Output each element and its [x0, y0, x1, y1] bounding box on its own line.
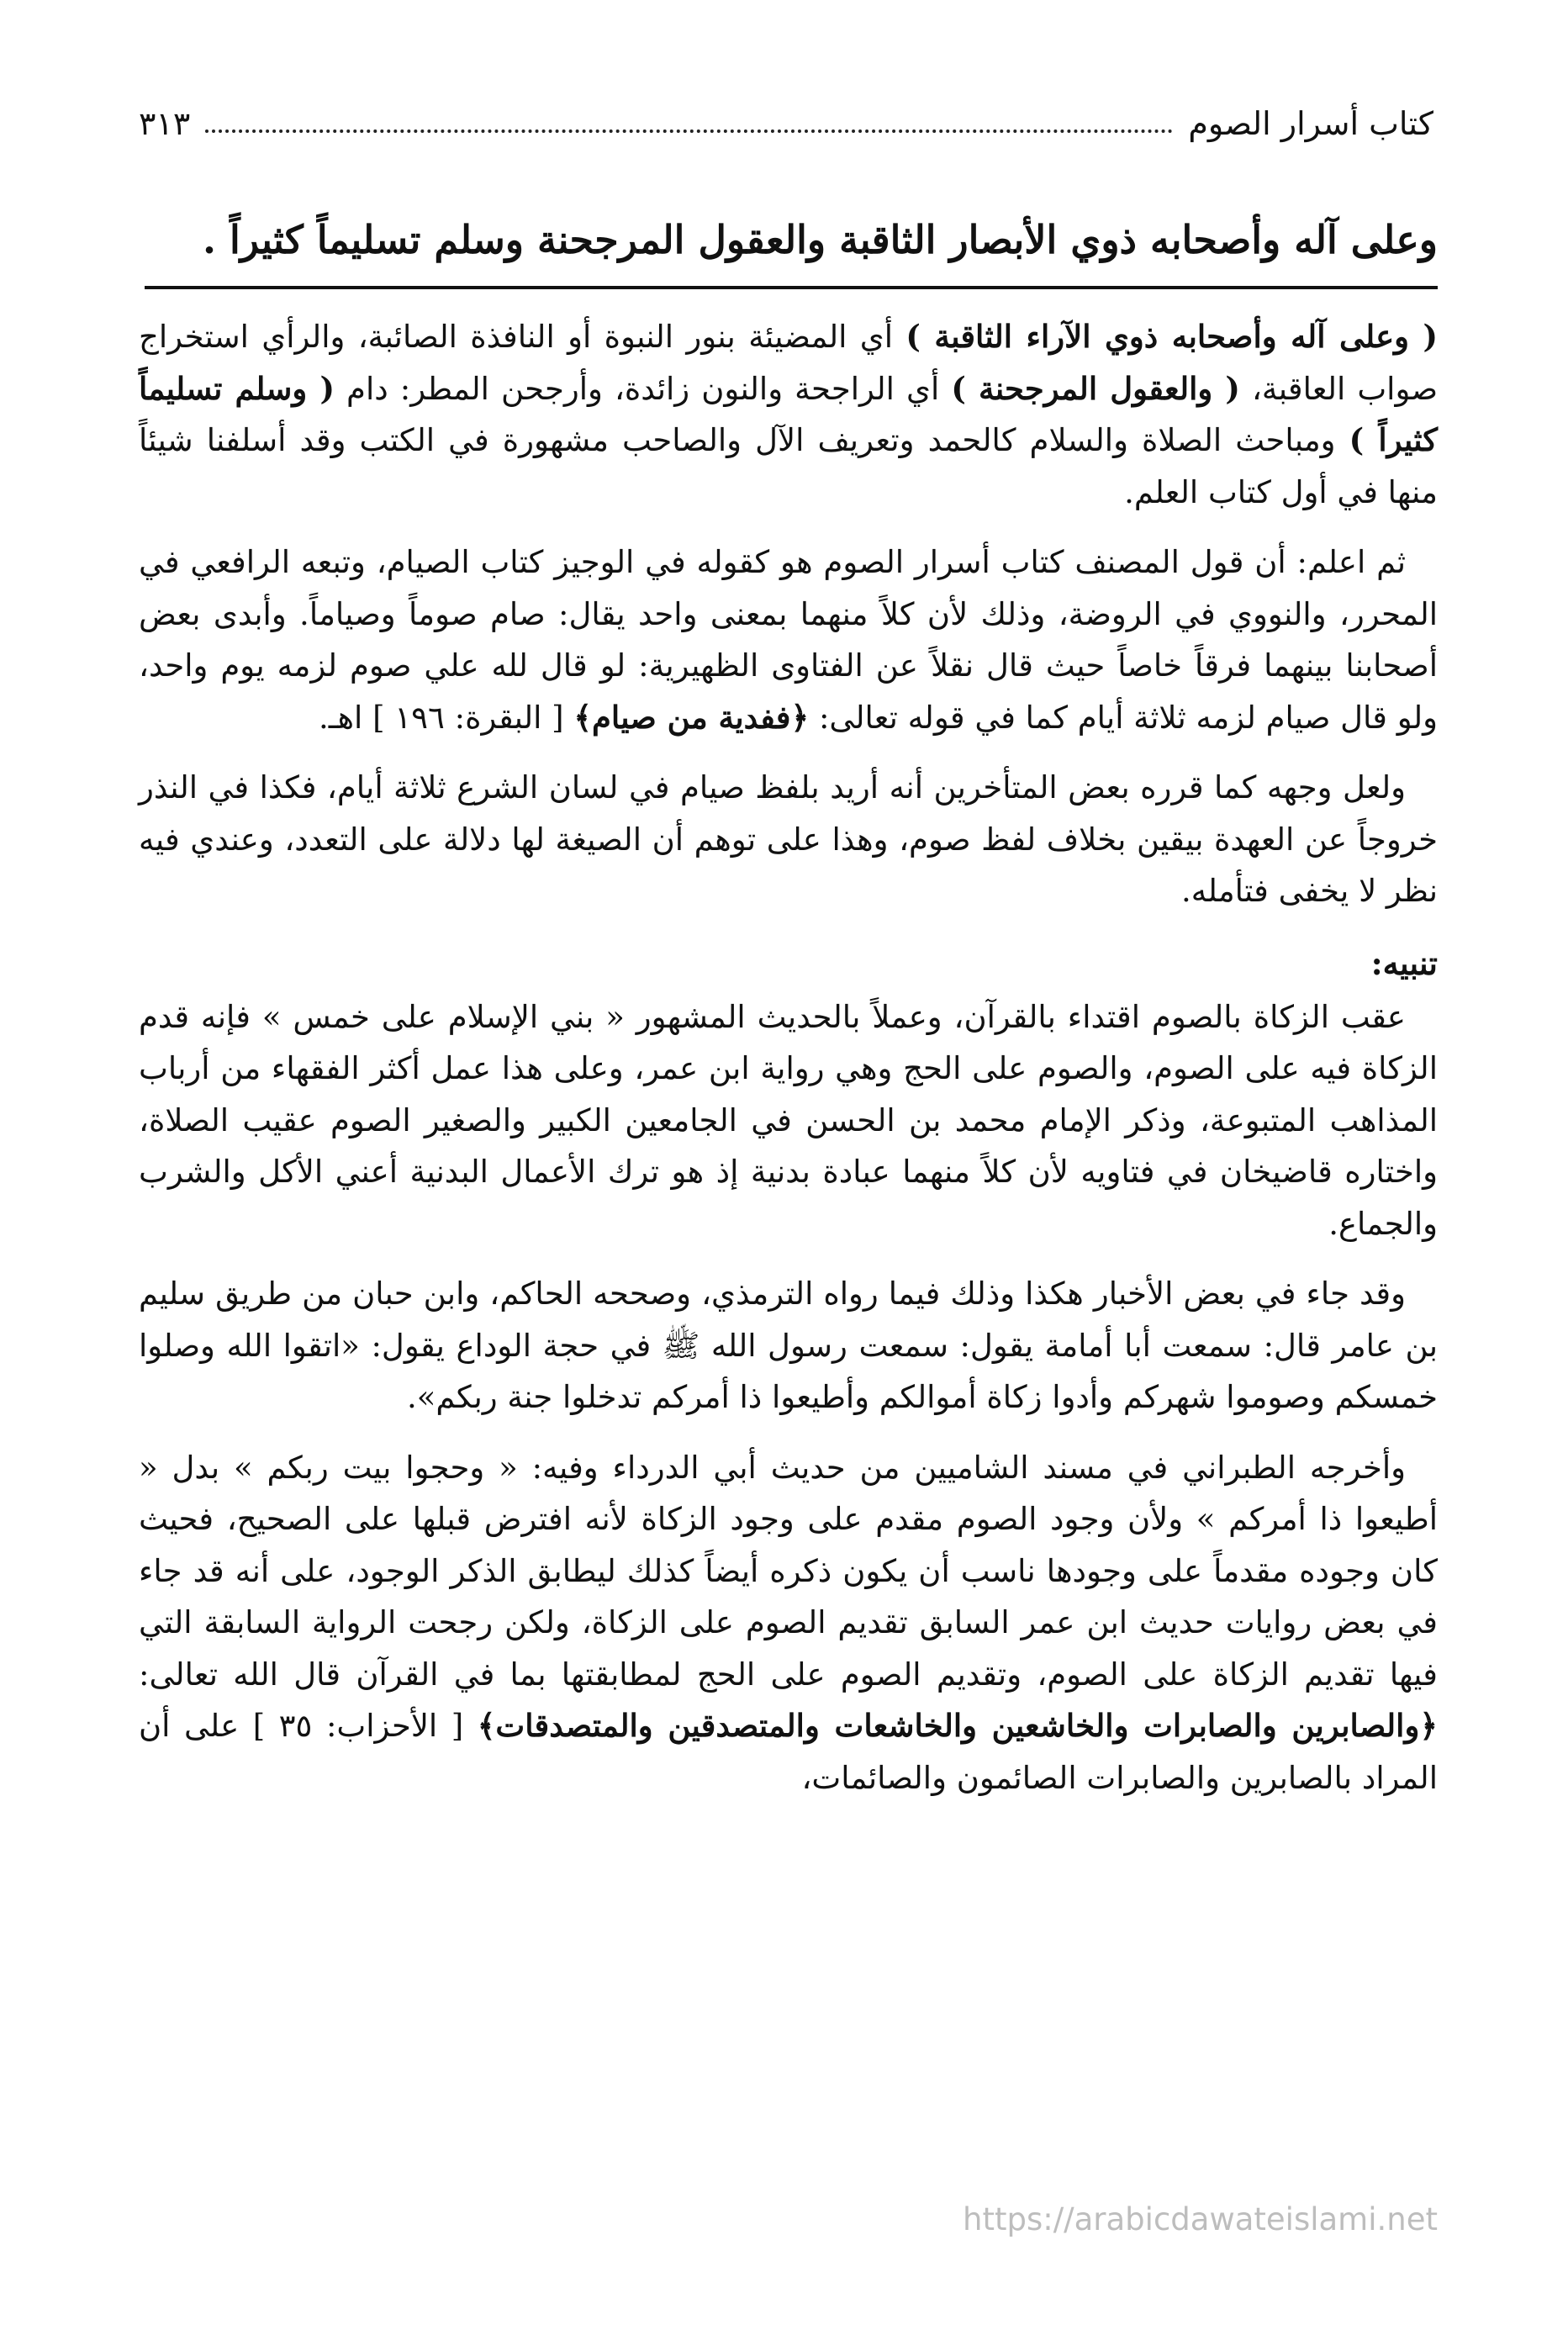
- commentary-text: وأخرجه الطبراني في مسند الشاميين من حديث أبي الدرداء وفيه: « وحجوا بيت ربكم » بدل « أطيعوا ذا أمركم » ولأن وجود الصوم مقدم على وجود الزكاة لأنه افترض قبلها على الصحيح، فحيث كان وجوده مقدماً على وجودها ناسب أن يكون ذكره أيضاً كذلك ليطابق الذكر الوجود، على أنه قد جاء في بعض روايات حديث ابن عمر السابق تقديم الصوم على الزكاة، ولكن رجحت الرواية السابقة التي فيها تقديم الزكاة على الصوم، وتقديم الصوم على الحج لمطابقتها بما في القرآن قال الله تعالى:: [139, 1449, 1438, 1693]
- commentary-paragraph-1: [139, 311, 1438, 518]
- quran-verse: ﴿ففدية من صيام﴾: [573, 698, 810, 736]
- commentary-text: أي المضيئة بنور النبوة أو النافذة الصائبة، والرأي استخراج صواب العاقبة،: [139, 319, 1438, 407]
- commentary-paragraph-5: وقد جاء في بعض الأخبار هكذا وذلك فيما رواه الترمذي، وصححه الحاكم، وابن حبان من طريق سليم بن عامر قال: سمعت أبا أمامة يقول: سمعت رسول الله ﷺ في حجة الوداع يقول: «اتقوا الله وصلوا خمسكم وصوموا شهركم وأدوا زكاة أموالكم وأطيعوا ذا أمركم تدخلوا جنة ربكم».: [139, 1276, 1438, 1415]
- quoted-matn-phrase: ( والعقول المرجحنة ): [951, 369, 1240, 407]
- commentary-paragraph-4: عقب الزكاة بالصوم اقتداء بالقرآن، وعملاً بالحديث المشهور « بني الإسلام على خمس » فإنه قدم الزكاة فيه على الصوم، والصوم على الحج وهي رواية ابن عمر، وعلى هذا عمل أكثر الفقهاء من أرباب المذاهب المتبوعة، وذكر الإمام محمد بن الحسن في الجامعين الكبير والصغير الصوم عقيب الصلاة، واختاره قاضيخان في فتاويه لأن كلاً منهما عبادة بدنية إذ هو ترك الأعمال البدنية أعني الأكل والشرب والجماع.: [139, 998, 1438, 1242]
- header-leader-dots: [205, 114, 1173, 133]
- commentary-body: [139, 311, 1438, 1822]
- section-heading: تنبيه:: [1370, 943, 1438, 982]
- commentary-paragraph-2: [139, 536, 1438, 743]
- separator-rule: [145, 286, 1438, 289]
- commentary-text: أي الراجحة والنون زائدة، وأرجحن المطر: دام: [334, 370, 952, 407]
- commentary-paragraph-3: ولعل وجهه كما قرره بعض المتأخرين أنه أريد بلفظ صيام في لسان الشرع ثلاثة أيام، فكذا في النذر خروجاً عن العهدة بيقين بخلاف لفظ صوم، وهذا على توهم أن الصيغة لها دلالة على التعدد، وعندي فيه نظر لا يخفى فتأمله.: [139, 769, 1438, 909]
- commentary-text: [ الأحزاب: ٣٥ ] على أن المراد بالصابرين والصابرات الصائمون والصائمات،: [139, 1708, 1438, 1796]
- commentary-text: ثم اعلم: أن قول المصنف كتاب أسرار الصوم هو كقوله في الوجيز كتاب الصيام، وتبعه الرافعي في المحرر، والنووي في الروضة، وذلك لأن كلاً منهما بمعنى واحد يقال: صام صوماً وصياماً. وأبدى بعض أصحابنا بينهما فرقاً خاصاً حيث قال نقلاً عن الفتاوى الظهيرية: لو قال لله علي صوم لزمه يوم واحد، ولو قال صيام لزمه ثلاثة أيام كما في قوله تعالى:: [139, 544, 1438, 736]
- quoted-matn-phrase: ( وعلى آله وأصحابه ذوي الآراء الثاقبة ): [905, 318, 1439, 355]
- running-header: [139, 94, 1433, 153]
- commentary-text: [ البقرة: ١٩٦ ] اهـ.: [318, 699, 574, 736]
- quoted-matn-phrase: ( وسلم تسليماً كثيراً ): [139, 369, 1438, 458]
- page-number: ٣١٣: [139, 105, 191, 142]
- quran-verse: ﴿والصابرين والصابرات والخاشعين والخاشعات والمتصدقين والمتصدقات﴾: [477, 1707, 1438, 1744]
- commentary-paragraph-6: [139, 1442, 1438, 1804]
- commentary-text: ومباحث الصلاة والسلام كالحمد وتعريف الآل والصاحب مشهورة في الكتب وقد أسلفنا شيئاً منها في أول كتاب العلم.: [139, 422, 1438, 510]
- matn-text: وعلى آله وأصحابه ذوي الأبصار الثاقبة والعقول المرجحنة وسلم تسليماً كثيراً .: [202, 217, 1438, 262]
- watermark-url: https://arabicdawateislami.net: [963, 2201, 1438, 2237]
- header-title: كتاب أسرار الصوم: [1188, 105, 1433, 142]
